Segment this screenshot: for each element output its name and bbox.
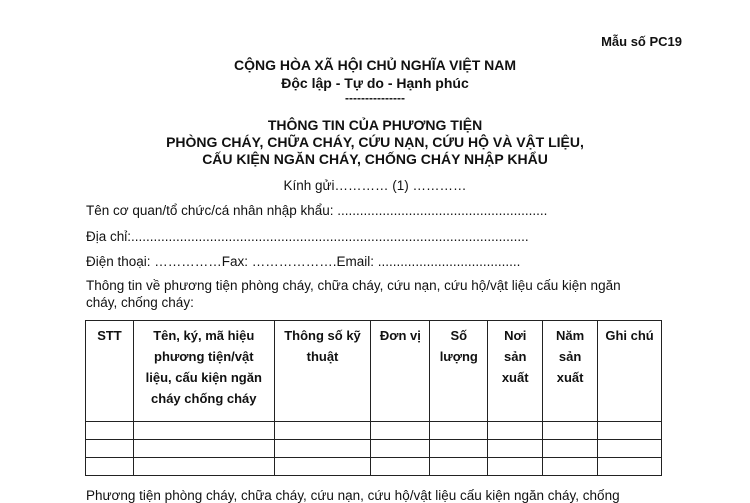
header-name-line: Tên, ký, mã hiệu bbox=[153, 328, 255, 343]
header-name-line: phương tiện/vật bbox=[154, 349, 254, 364]
table-cell[interactable] bbox=[371, 458, 430, 476]
document-title-line-1: THÔNG TIN CỦA PHƯƠNG TIỆN bbox=[267, 117, 483, 133]
table-cell[interactable] bbox=[430, 440, 488, 458]
header-quantity bbox=[430, 321, 488, 422]
header-stt bbox=[86, 321, 134, 422]
table-cell[interactable] bbox=[543, 440, 598, 458]
header-spec-line: Thông số kỹ bbox=[284, 328, 361, 343]
table-cell[interactable] bbox=[598, 422, 662, 440]
table-cell[interactable] bbox=[133, 440, 274, 458]
header-year-line: xuất bbox=[556, 370, 584, 385]
header-year bbox=[543, 321, 598, 422]
header-spec-line: thuật bbox=[306, 349, 339, 364]
national-motto: Độc lập - Tự do - Hạnh phúc bbox=[281, 75, 469, 91]
address-field: Địa chỉ:.......................................................................................................... bbox=[86, 229, 529, 244]
header-stt-text: STT bbox=[97, 328, 122, 343]
table-cell[interactable] bbox=[86, 458, 134, 476]
table-cell[interactable] bbox=[133, 422, 274, 440]
table-cell[interactable] bbox=[274, 422, 371, 440]
header-year-line: Năm bbox=[556, 328, 585, 343]
header-note bbox=[598, 321, 662, 422]
table-cell[interactable] bbox=[543, 458, 598, 476]
table-cell[interactable] bbox=[371, 422, 430, 440]
document-title-line-2: PHÒNG CHÁY, CHỮA CHÁY, CỨU NẠN, CỨU HỘ VÀ VẬT LIỆU, bbox=[166, 134, 584, 150]
table-cell[interactable] bbox=[133, 458, 274, 476]
table-cell[interactable] bbox=[598, 440, 662, 458]
footer-paragraph: Phương tiện phòng cháy, chữa cháy, cứu nạn, cứu hộ/vật liệu cấu kiện ngăn cháy, chống bbox=[86, 488, 620, 503]
title-separator: --------------- bbox=[345, 91, 405, 105]
header-spec bbox=[274, 321, 371, 422]
table-cell[interactable] bbox=[488, 440, 543, 458]
contact-field: Điện thoại: ……………Fax: ……………….Email: ...................................... bbox=[86, 254, 521, 269]
header-origin bbox=[488, 321, 543, 422]
table-cell[interactable] bbox=[86, 440, 134, 458]
header-name-line: cháy chống cháy bbox=[151, 391, 257, 406]
addressee-line: Kính gửi………… (1) ………… bbox=[283, 178, 467, 193]
table-cell[interactable] bbox=[488, 458, 543, 476]
header-quantity-line: lượng bbox=[439, 349, 478, 364]
vehicle-info-intro-line-2: cháy, chống cháy: bbox=[86, 295, 194, 310]
importer-name-field: Tên cơ quan/tổ chức/cá nhân nhập khẩu: ........................................................ bbox=[86, 203, 548, 218]
table-cell[interactable] bbox=[86, 422, 134, 440]
header-note-text: Ghi chú bbox=[605, 328, 654, 343]
vehicle-info-table bbox=[85, 320, 662, 476]
table-cell[interactable] bbox=[430, 422, 488, 440]
table-cell[interactable] bbox=[274, 440, 371, 458]
table-cell[interactable] bbox=[543, 422, 598, 440]
table-cell[interactable] bbox=[598, 458, 662, 476]
table-cell[interactable] bbox=[430, 458, 488, 476]
table-cell[interactable] bbox=[371, 440, 430, 458]
table-cell[interactable] bbox=[488, 422, 543, 440]
table-row bbox=[86, 440, 662, 458]
header-quantity-line: Số bbox=[450, 328, 468, 343]
header-name-line: liệu, cấu kiện ngăn bbox=[145, 370, 262, 385]
table-row bbox=[86, 458, 662, 476]
national-title: CỘNG HÒA XÃ HỘI CHỦ NGHĨA VIỆT NAM bbox=[233, 57, 517, 73]
table-cell[interactable] bbox=[274, 458, 371, 476]
header-origin-line: Nơi sản bbox=[503, 328, 527, 364]
header-name bbox=[133, 321, 274, 422]
document-title-line-3: CẤU KIỆN NGĂN CHÁY, CHỐNG CHÁY NHẬP KHẨU bbox=[202, 151, 548, 167]
table-row bbox=[86, 422, 662, 440]
vehicle-info-intro-line-1: Thông tin về phương tiện phòng cháy, chữa cháy, cứu nạn, cứu hộ/vật liệu cấu kiện ngăn bbox=[86, 278, 621, 293]
header-origin-line: xuất bbox=[501, 370, 529, 385]
header-unit bbox=[371, 321, 430, 422]
header-unit-text: Đơn vị bbox=[379, 328, 421, 343]
form-code: Mẫu số PC19 bbox=[601, 34, 682, 49]
table-header-row bbox=[86, 321, 662, 422]
header-year-line: sản bbox=[558, 349, 582, 364]
